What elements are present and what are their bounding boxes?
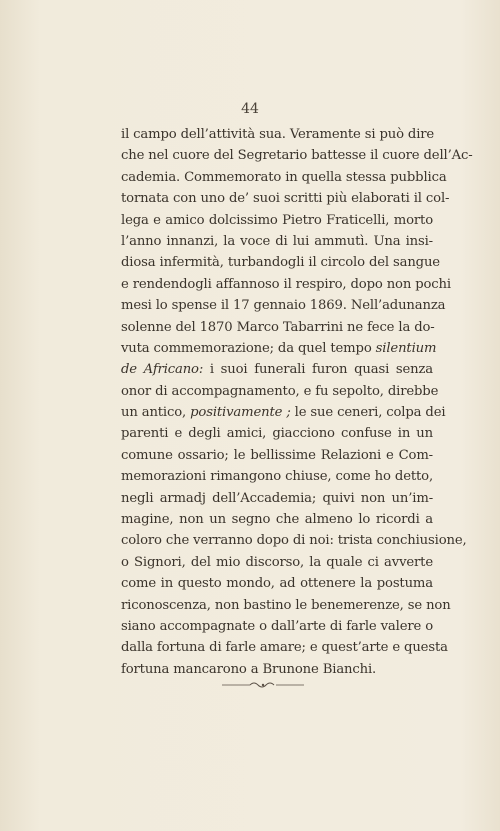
text-run: tornata con uno de’ suoi scritti più elaborati il col- <box>121 191 450 207</box>
text-run: fortuna mancarono a Brunone Bianchi. <box>121 661 377 677</box>
text-line <box>121 295 446 316</box>
text-line <box>121 530 467 551</box>
text-run: lega e amico dolcissimo Pietro Fraticelli, morto <box>121 212 433 228</box>
tailpiece-ornament <box>222 680 304 690</box>
text-run: e rendendogli affannoso il respiro, dopo non pochi <box>121 276 451 292</box>
text-run: che nel cuore del Segretario battesse il cuore dell’Ac- <box>121 148 473 164</box>
text-run: riconoscenza, non bastino le benemerenze, se non <box>121 597 451 613</box>
text-line <box>121 573 433 594</box>
text-run: memorazioni rimangono chiuse, come ho detto, <box>121 469 433 485</box>
text-run: onor di accompagnamento, e fu sepolto, direbbe <box>121 383 439 399</box>
text-run: siano accompagnate o dall’arte di farle valere o <box>121 618 433 634</box>
text-run: coloro che verranno dopo di noi: trista conchiusione, <box>121 533 467 549</box>
text-run: comune ossario; le bellissime Relazioni e Com- <box>121 447 433 463</box>
text-line <box>121 466 433 487</box>
text-line <box>121 616 433 637</box>
text-run: cademia. Commemorato in quella stessa pubblica <box>121 169 447 185</box>
text-line <box>121 124 433 145</box>
text-line <box>121 402 446 423</box>
text-line <box>121 210 433 231</box>
text-run: vuta commemorazione; da quel tempo <box>121 340 376 356</box>
text-run: solenne del 1870 Marco Tabarrini ne fece la do- <box>121 319 435 335</box>
text-line <box>121 488 433 509</box>
text-run: l’anno innanzi, la voce di lui ammutì. Una insi- <box>121 233 433 249</box>
text-line <box>121 659 433 680</box>
text-run: come in questo mondo, ad ottenere la postuma <box>121 576 433 592</box>
text-line <box>121 359 433 380</box>
text-line <box>121 637 448 658</box>
text-run: il campo dell’attività sua. Veramente si può dire <box>121 127 435 142</box>
text-run: le sue ceneri, colpa dei <box>290 405 446 421</box>
text-line <box>121 338 437 359</box>
text-line <box>121 167 447 188</box>
text-run: un antico, <box>121 405 191 421</box>
text-line <box>121 381 439 402</box>
text-line <box>121 445 433 466</box>
text-line <box>121 252 440 273</box>
text-run: negli armadj dell’Accademia; quivi non un’im- <box>121 490 433 506</box>
text-line <box>121 552 433 573</box>
text-line <box>121 423 433 444</box>
text-line <box>121 317 433 338</box>
text-run: parenti e degli amici, giacciono confuse in un <box>121 426 433 442</box>
text-run: diosa infermità, turbandogli il circolo del sangue <box>121 255 440 271</box>
text-line <box>121 145 473 166</box>
text-run: o Signori, del mio discorso, la quale ci avverte <box>121 554 433 570</box>
text-run: silentium <box>375 340 437 356</box>
text-line <box>121 274 451 295</box>
text-run: mesi lo spense il 17 gennaio 1869. Nell’adunanza <box>121 298 446 314</box>
text-line <box>121 509 433 530</box>
page-number: 44 <box>241 101 259 117</box>
text-run: positivamente ; <box>190 405 291 421</box>
text-run: de Africano: <box>121 362 204 378</box>
text-line <box>121 231 433 252</box>
text-run: i suoi funerali furon quasi senza <box>203 362 433 378</box>
text-run: magine, non un segno che almeno lo ricordi a <box>121 512 433 528</box>
text-line <box>121 595 451 616</box>
text-line <box>121 188 450 209</box>
text-run: dalla fortuna di farle amare; e quest’arte e questa <box>121 640 448 656</box>
body-text <box>121 124 473 680</box>
